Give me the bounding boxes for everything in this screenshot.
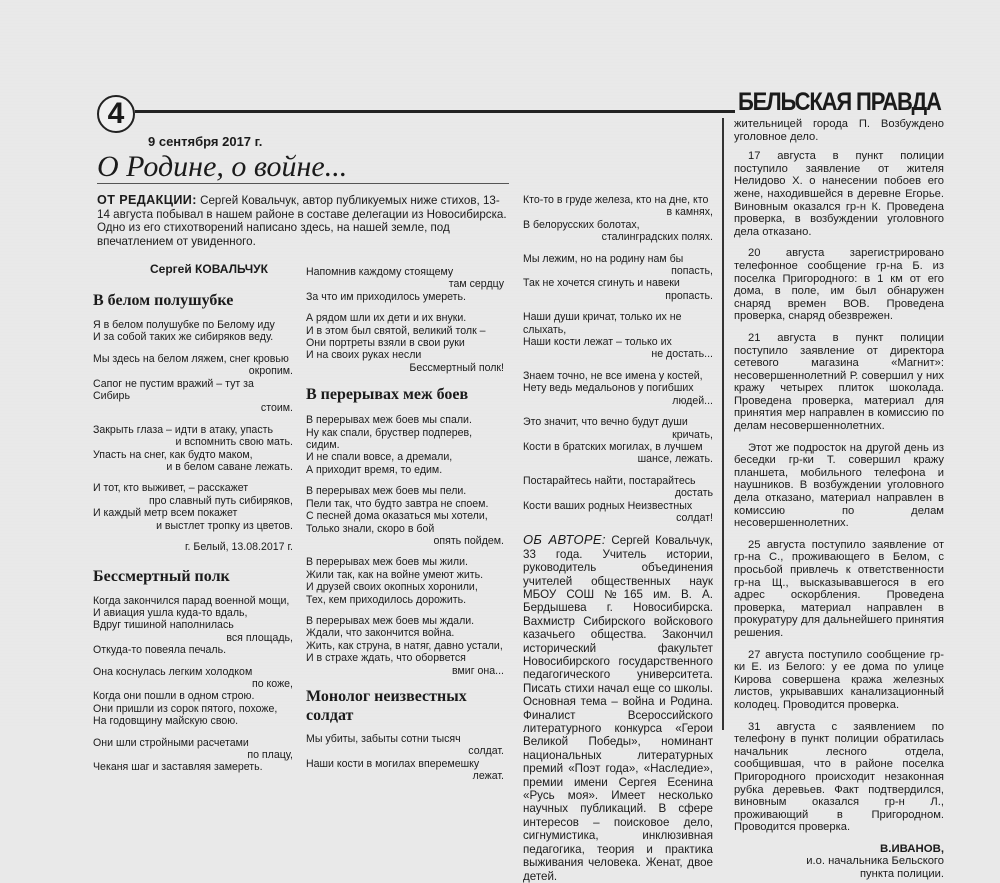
poem-line: Закрыть глаза – идти в атаку, упасть	[93, 423, 273, 436]
editorial-text: Сергей Ковальчук, автор публикуемых ниже стихов, 13-14 августа побывал в нашем районе в составе делегации из Новосибирска. Одно из его стихотворений написано здесь, на нашей земле, под впечатлением от увиденного.	[97, 194, 507, 248]
poem-line: про славный путь сибиряков,	[148, 494, 293, 507]
news-item: 31 августа с заявлением по телефону в пункт полиции обратилась начальник лесного отдела, сообщившая, что в районе поселка Пригородного происходит незаконная рубка деревьев. Факт подтвердился, виновным оказался гр-н Л., проживающий в Пригородном. Проводится проверка.	[734, 720, 944, 834]
title-rule	[97, 183, 509, 184]
news-item: 17 августа в пункт полиции поступило заявление от жителя Нелидово Х. о нанесении побоев его жене, находившейся в деревне Егорье. Виновным оказался гр-н К. Проведена проверка, в возбуждении уголовного дела отказано.	[734, 150, 944, 238]
poem-place-date: г. Белый, 13.08.2017 г.	[184, 541, 293, 554]
poem-line: За что им приходилось умереть.	[306, 290, 466, 303]
stanza	[306, 733, 504, 783]
poem-line: вся площадь,	[226, 631, 293, 644]
poem-line: Напомнив каждому стоящему	[306, 266, 454, 278]
poem-line: окропим.	[248, 365, 293, 378]
poem-line: шансе, лежать.	[637, 453, 713, 466]
poem-line: Кости ваших родных Неизвестных	[523, 499, 693, 512]
poem-line: В перерывах меж боев мы пели.	[306, 485, 467, 498]
poem-line: и в белом саване лежать.	[166, 461, 293, 474]
poem-line: в камнях,	[666, 206, 713, 219]
poem-title: В перерывах меж боев	[306, 386, 469, 404]
column-2	[306, 266, 504, 792]
poem-title: В белом полушубке	[93, 292, 234, 309]
poem-line: В перерывах меж боев мы спали.	[306, 414, 472, 427]
stanza	[93, 737, 293, 774]
poem-line: Это значит, что вечно будут души	[523, 416, 688, 429]
about-label: ОБ АВТОРЕ:	[523, 532, 606, 548]
poem-line: пропасть.	[665, 289, 713, 302]
poem-line: Они пришли из сорок пятого, похоже,	[93, 702, 278, 715]
poem-line: Когда закончился парад военной мощи,	[93, 594, 290, 607]
poem-line: по коже,	[251, 677, 293, 690]
poem-line: попасть,	[671, 265, 713, 278]
poem-line: Упасть на снег, как будто маком,	[93, 448, 253, 461]
author-name: Сергей КОВАЛЬЧУК	[150, 262, 268, 276]
editorial-label: ОТ РЕДАКЦИИ:	[97, 193, 197, 207]
stanza	[93, 666, 293, 728]
signature-name: В.ИВАНОВ,	[880, 842, 944, 855]
stanza	[306, 485, 504, 547]
poem-line: На годовщину майскую свою.	[93, 715, 239, 728]
signature-title: и.о. начальника Бельского	[806, 855, 944, 868]
news-item: 21 августа в пункт полиции поступило заявление от директора сетевого магазина «Магнит»: несовершеннолетний Р. совершил у них кражу четырех плиток шоколада. Проведена проверка, материал для принятия мер направлен в комиссию по делам несовершеннолетних.	[734, 331, 944, 433]
poem-line: и вспомнить свою мать.	[175, 436, 293, 449]
news-item: 27 августа поступило сообщение гр-ки Е. из Белого: у ее дома по улице Кирова совершена кража железных листов, укрывавших канализационный колодец. Проводится проверка.	[734, 648, 944, 711]
stanza	[523, 475, 713, 525]
article-headline: О Родине, о войне...	[97, 150, 348, 183]
poem-line: А приходит время, то едим.	[306, 463, 443, 476]
poem-line: по плацу,	[247, 748, 293, 761]
poem-line: не достать...	[651, 348, 713, 361]
poem-line: Постарайтесь найти, постарайтесь	[523, 474, 696, 487]
poem-line: И каждый метр всем покажет	[93, 507, 238, 520]
poem-line: В перерывах меж боев мы ждали.	[306, 614, 475, 627]
stanza	[93, 595, 293, 657]
poem-line: Мы лежим, но на родину нам бы	[523, 252, 684, 265]
poem-title: Бессмертный полк	[93, 567, 230, 585]
news-item: 20 августа зарегистрировано телефонное сообщение гр-на Б. из поселка Пригородного: в 1 км от его дома, в поле, им был обнаружен снаряд времен ВОВ. Проведена проверка, снаряд обезврежен.	[734, 247, 944, 323]
poem-line: Так не хочется сгинуть и навеки	[523, 277, 680, 290]
poem-line: опять пойдем.	[433, 534, 504, 547]
poem-line: И на своих руках несли	[306, 349, 422, 362]
about-text: Сергей Ковальчук, 33 года. Учитель истории, руководитель объединения учителей общественных наук МБОУ СОШ №165 им. В. А. Бердышева г. Новосибирска. Вахмистр Сибирского войскового казачьего общества. Закончил исторический факультет Новосибирского государственного педагогического университета. Писать стихи начал еще со школы. Основная тема – война и Родина. Финалист Всероссийского литературного конкурса «Герои Великой Победы», номинант национальных литературных премий «Поэт года», «Наследие», премии имени Сергея Есенина «Русь моя». Имеет несколько научных публикаций. В сфере интересов – поисковое дело, сигнумистика, инклюзивная педагогика, теория и практика выживания человека. Женат, двое детей.	[523, 534, 713, 883]
poem-line: Сапог не пустим вражий – тут за Сибирь	[93, 377, 254, 403]
poem-line: С песней дома оказаться мы хотели,	[306, 510, 488, 523]
poem-line: людей...	[672, 394, 713, 407]
stanza	[523, 253, 713, 303]
poem-line: солдат!	[676, 511, 713, 524]
poem-line: Наши души кричат, только их не слыхать,	[523, 311, 682, 336]
poem-line: достать	[674, 487, 713, 500]
poem-line: Жить, как струна, в натяг, давно устали,	[306, 639, 503, 652]
poem-line: А рядом шли их дети и их внуки.	[306, 312, 467, 325]
news-item: 25 августа поступило заявление от гр-на С., проживающего в Белом, с просьбой привлечь к ответственности гр-на Щ., высказывавшегося в его адрес оскорбления. Проведена проверка, материал направлен в прокуратуру для дальнейшего принятия решения.	[734, 538, 944, 639]
header-rule	[135, 110, 735, 113]
stanza	[93, 319, 293, 344]
poem-line: Чеканя шаг и заставляя замереть.	[93, 761, 263, 774]
stanza	[306, 615, 504, 677]
stanza	[306, 266, 504, 303]
masthead: БЕЛЬСКАЯ ПРАВДА	[738, 88, 941, 116]
poem-line: Когда они пошли в одном строю.	[93, 690, 255, 703]
poem-line: стоим.	[260, 402, 293, 415]
news-item: Этот же подросток на другой день из беседки гр-ки Т. совершил кражу планшета, мобильного телефона и наушников. В возбуждении уголовного дела отказано, материал направлен в комиссию по делам несовершеннолетних.	[734, 441, 944, 530]
poem-line: вмиг она...	[452, 664, 504, 677]
poem-line: там сердцу	[448, 278, 504, 291]
poem-line: Ждали, что закончится война.	[306, 627, 455, 640]
stanza	[523, 194, 713, 244]
stanza	[306, 312, 504, 374]
poem-line: Наши кости в могилах вперемешку	[306, 757, 480, 770]
about-author	[523, 533, 713, 883]
poem-line: Только знали, скоро в бой	[306, 522, 435, 535]
column-divider	[722, 118, 724, 730]
stanza	[523, 370, 713, 407]
stanza	[306, 414, 504, 476]
stanza	[93, 424, 293, 474]
poem-line: И авиация ушла куда-то вдаль,	[93, 606, 248, 619]
stanza	[93, 353, 293, 415]
poem-line: Откуда-то повеяла печаль.	[93, 644, 227, 657]
stanza	[93, 482, 293, 532]
poem-line: Ну как спали, бруствер подперев, сидим.	[306, 426, 473, 452]
poem-line: и выстлет тропку из цветов.	[156, 519, 293, 532]
stanza	[306, 556, 504, 606]
poem-line: Она коснулась легким холодком	[93, 665, 253, 678]
poem-line: Тех, кем приходилось дорожить.	[306, 593, 467, 606]
column-1	[93, 292, 293, 783]
poem-line: И не спали вовсе, а дремали,	[306, 451, 453, 464]
poem-line: Мы убиты, забыты сотни тысяч	[306, 732, 461, 745]
poem-line: Мы здесь на белом ляжем, снег кровью	[93, 352, 289, 365]
column-3	[523, 194, 713, 883]
stanza	[523, 416, 713, 466]
poem-line: Жили так, как на войне умеют жить.	[306, 568, 484, 581]
poem-line: сталинградских полях.	[601, 231, 713, 244]
poem-line: Я в белом полушубке по Белому иду	[93, 319, 275, 331]
poem-line: И друзей своих окопных хоронили,	[306, 581, 478, 594]
poem-line: В белорусских болотах,	[523, 218, 640, 231]
poem-line: Кости в братских могилах, в лучшем	[523, 440, 703, 453]
page-number: 4	[97, 95, 135, 133]
poem-line: И в этом был святой, великий толк –	[306, 324, 486, 337]
signature-title-2: пункта полиции.	[859, 868, 944, 881]
poem-line: солдат.	[468, 745, 504, 758]
poem-line: Нету ведь медальонов у погибших	[523, 382, 694, 395]
editorial-note	[97, 194, 507, 248]
poem-line: лежат.	[472, 770, 504, 783]
poem-line: Вдруг тишиной наполнилась	[93, 619, 234, 632]
poem-line: кричать,	[672, 428, 713, 441]
poem-line: Пели так, что будто завтра не споем.	[306, 497, 489, 510]
signature-block	[734, 843, 944, 881]
poem-line: Они портреты взяли в свои руки	[306, 337, 465, 350]
poem-line: Они шли стройными расчетами	[93, 736, 249, 749]
police-news-column	[734, 118, 944, 881]
poem-line: Наши кости лежат – только их	[523, 336, 672, 349]
poem-line: Бессмертный полк!	[409, 361, 504, 374]
poem-line: Кто-то в груде железа, кто на дне, кто	[523, 194, 709, 206]
poem-line: И за собой таких же сибиряков веду.	[93, 331, 274, 344]
issue-date: 9 сентября 2017 г.	[148, 134, 263, 149]
poem-line: Знаем точно, не все имена у костей,	[523, 369, 703, 382]
poem-title: Монолог неизвестных солдат	[306, 687, 467, 724]
poem-line: И тот, кто выживет, – расскажет	[93, 482, 249, 495]
poem-line: В перерывах меж боев мы жили.	[306, 556, 468, 569]
stanza	[523, 311, 713, 361]
poem-line: И в страхе ждать, что оборвется	[306, 652, 466, 665]
news-item: жительницей города П. Возбуждено уголовное дело.	[734, 118, 944, 143]
